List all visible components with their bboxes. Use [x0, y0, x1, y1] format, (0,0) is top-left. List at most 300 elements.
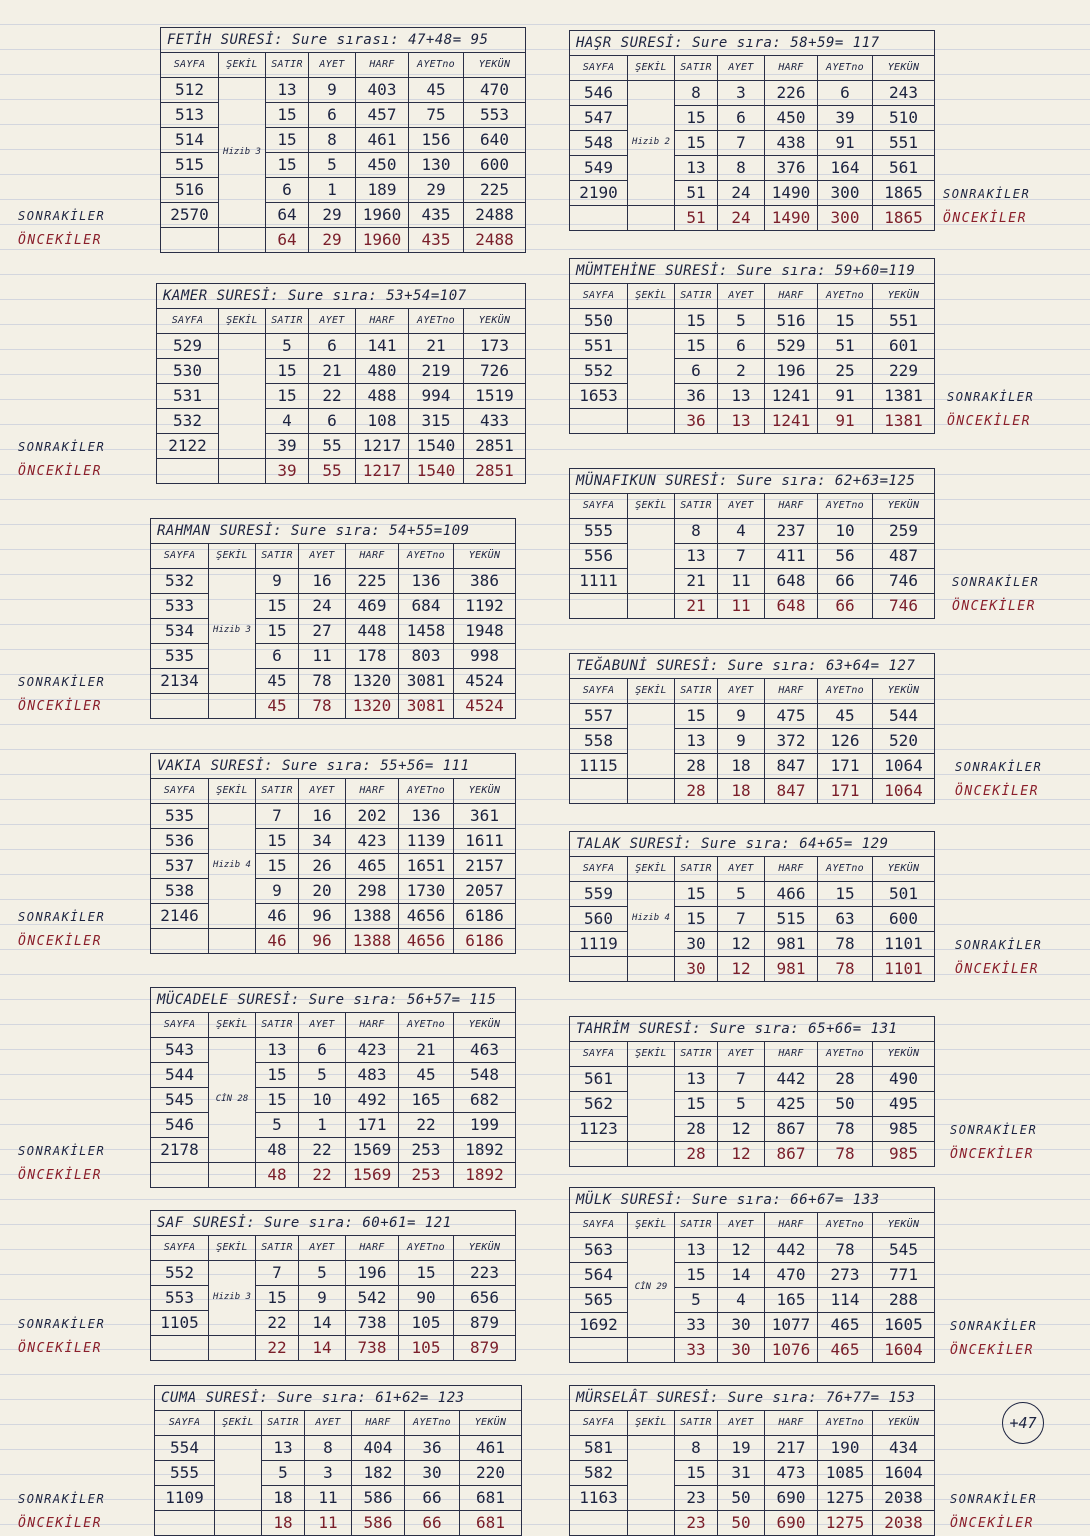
table-cell: 470 [464, 78, 526, 103]
table-cell: 8 [718, 156, 765, 181]
table-row [570, 81, 935, 106]
table-cell: 31 [718, 1461, 765, 1486]
table-row [157, 384, 526, 409]
column-header: AYET [299, 1236, 346, 1261]
column-header: AYET [299, 544, 346, 569]
next-total-cell: 29 [309, 203, 356, 228]
prev-total-cell: 64 [266, 228, 309, 253]
table-row [570, 1436, 935, 1461]
prev-total-cell: 681 [460, 1511, 522, 1536]
next-total-cell: 1275 [818, 1486, 873, 1511]
prev-total-cell: 1569 [346, 1163, 399, 1188]
column-header: YEKÜN [873, 857, 935, 882]
table-cell: 6 [309, 334, 356, 359]
next-total-cell: 1892 [454, 1138, 516, 1163]
table-cell: 217 [765, 1436, 818, 1461]
sekil-cell [209, 1038, 256, 1163]
table-cell: 8 [305, 1436, 352, 1461]
column-header: HARF [765, 857, 818, 882]
prev-total-cell: 55 [309, 459, 356, 484]
next-total-cell: 738 [346, 1311, 399, 1336]
prev-total-cell: 14 [299, 1336, 346, 1361]
prev-totals-row [151, 1163, 516, 1188]
table-cell: 601 [873, 334, 935, 359]
table-cell: 6 [718, 334, 765, 359]
table-cell: 529 [157, 334, 219, 359]
prev-total-cell [209, 1163, 256, 1188]
table-cell: 6 [818, 81, 873, 106]
prev-total-cell: 1865 [873, 206, 935, 231]
next-total-cell: 50 [718, 1486, 765, 1511]
prev-total-cell: 1320 [346, 694, 399, 719]
prev-total-cell: 11 [305, 1511, 352, 1536]
column-header: SATIR [675, 1042, 718, 1067]
surah-table-block [569, 831, 935, 982]
surah-table-block [150, 1210, 516, 1361]
column-header: ŞEKİL [209, 1013, 256, 1038]
column-header: HARF [356, 53, 409, 78]
prev-total-cell: 48 [256, 1163, 299, 1188]
prev-total-cell: 1381 [873, 409, 935, 434]
table-cell: 164 [818, 156, 873, 181]
next-total-cell: 435 [409, 203, 464, 228]
table-cell: 21 [309, 359, 356, 384]
column-header: AYETno [818, 1213, 873, 1238]
next-total-cell: 4524 [454, 669, 516, 694]
title-row [570, 1017, 935, 1042]
table-cell: 5 [718, 309, 765, 334]
prev-total-cell: 12 [718, 957, 765, 982]
prev-total-cell: 30 [675, 957, 718, 982]
table-cell: 22 [399, 1113, 454, 1138]
table-cell: 9 [299, 1286, 346, 1311]
next-total-cell: 22 [256, 1311, 299, 1336]
table-row [161, 153, 526, 178]
prev-total-cell [628, 957, 675, 982]
table-cell: 219 [409, 359, 464, 384]
table-cell: 13 [256, 1038, 299, 1063]
surah-table [569, 1385, 935, 1536]
table-cell: 531 [157, 384, 219, 409]
prev-total-cell: 1490 [765, 206, 818, 231]
table-row [570, 1238, 935, 1263]
prev-totals-label: ÖNCEKİLER [18, 464, 102, 479]
table-cell: 39 [818, 106, 873, 131]
prev-total-cell [570, 957, 628, 982]
prev-total-cell: 2038 [873, 1511, 935, 1536]
table-cell: 15 [266, 103, 309, 128]
next-totals-row [151, 904, 516, 929]
table-cell: 6 [266, 178, 309, 203]
next-totals-row [151, 1138, 516, 1163]
table-cell: 5 [718, 1092, 765, 1117]
table-cell: 78 [818, 1238, 873, 1263]
surah-table-block [569, 30, 935, 231]
prev-total-cell: 1241 [765, 409, 818, 434]
table-cell: 1458 [399, 619, 454, 644]
next-total-cell: 1119 [570, 932, 628, 957]
prev-total-cell [570, 779, 628, 804]
table-cell: 516 [765, 309, 818, 334]
title-row [570, 832, 935, 857]
table-cell: 6 [309, 409, 356, 434]
surah-table [569, 468, 935, 619]
table-cell: 45 [818, 704, 873, 729]
prev-total-cell: 50 [718, 1511, 765, 1536]
column-header: AYETno [409, 53, 464, 78]
column-header: YEKÜN [464, 309, 526, 334]
next-totals-label: SONRAKİLER [950, 1492, 1038, 1506]
next-totals-label: SONRAKİLER [18, 1317, 106, 1331]
column-header: AYETno [818, 494, 873, 519]
table-cell: 91 [818, 131, 873, 156]
table-cell: 126 [818, 729, 873, 754]
table-row [570, 1288, 935, 1313]
next-total-cell: 1241 [765, 384, 818, 409]
table-cell: 554 [155, 1436, 215, 1461]
prev-total-cell [570, 1511, 628, 1536]
next-totals-row [570, 932, 935, 957]
table-cell: 15 [256, 854, 299, 879]
column-header: HARF [765, 1213, 818, 1238]
table-row [151, 879, 516, 904]
table-cell: 457 [356, 103, 409, 128]
surah-table [150, 753, 516, 954]
prev-total-cell: 51 [675, 206, 718, 231]
next-total-cell: 1163 [570, 1486, 628, 1511]
next-total-cell: 30 [675, 932, 718, 957]
table-cell: 16 [299, 804, 346, 829]
column-header: HARF [346, 544, 399, 569]
surah-table [150, 1210, 516, 1361]
table-cell: 298 [346, 879, 399, 904]
table-row [151, 569, 516, 594]
column-header: SAYFA [151, 1013, 209, 1038]
column-header: YEKÜN [464, 53, 526, 78]
table-cell: 29 [409, 178, 464, 203]
table-cell: 473 [765, 1461, 818, 1486]
column-header: SAYFA [570, 1411, 628, 1436]
next-total-cell: 465 [818, 1313, 873, 1338]
table-cell: 30 [405, 1461, 460, 1486]
column-header: SAYFA [570, 56, 628, 81]
next-total-cell: 48 [256, 1138, 299, 1163]
table-cell: 565 [570, 1288, 628, 1313]
table-row [151, 829, 516, 854]
next-total-cell: 46 [256, 904, 299, 929]
column-header: ŞEKİL [209, 1236, 256, 1261]
surah-table [569, 1187, 935, 1363]
table-cell: 225 [464, 178, 526, 203]
table-cell: 6 [675, 359, 718, 384]
column-header: SAYFA [570, 857, 628, 882]
prev-totals-row [570, 957, 935, 982]
table-cell: 15 [675, 334, 718, 359]
next-total-cell: 681 [460, 1486, 522, 1511]
table-cell: 546 [570, 81, 628, 106]
table-cell: 8 [309, 128, 356, 153]
hizib-note: Hizib 2 [632, 137, 670, 148]
table-cell: 9 [718, 704, 765, 729]
table-cell: 448 [346, 619, 399, 644]
prev-totals-label: ÖNCEKİLER [18, 934, 102, 949]
table-cell: 450 [356, 153, 409, 178]
table-cell: 1611 [454, 829, 516, 854]
column-header: SATIR [256, 544, 299, 569]
sekil-cell [628, 1238, 675, 1338]
table-cell: 492 [346, 1088, 399, 1113]
table-row [161, 78, 526, 103]
column-header: YEKÜN [873, 284, 935, 309]
table-cell: 466 [765, 882, 818, 907]
next-total-cell: 1320 [346, 669, 399, 694]
table-cell: 141 [356, 334, 409, 359]
title-row [151, 519, 516, 544]
next-totals-label: SONRAKİLER [18, 675, 106, 689]
next-total-cell: 64 [266, 203, 309, 228]
table-cell: 404 [352, 1436, 405, 1461]
table-row [151, 644, 516, 669]
table-cell: 63 [818, 907, 873, 932]
table-cell: 51 [818, 334, 873, 359]
table-cell: 8 [675, 81, 718, 106]
header-row [570, 1042, 935, 1067]
prev-total-cell: 28 [675, 779, 718, 804]
table-cell: 9 [256, 569, 299, 594]
column-header: YEKÜN [454, 544, 516, 569]
table-cell: 529 [765, 334, 818, 359]
next-total-cell: 78 [818, 1117, 873, 1142]
next-total-cell: 1490 [765, 181, 818, 206]
table-cell: 13 [675, 1067, 718, 1092]
table-cell: 490 [873, 1067, 935, 1092]
table-cell: 28 [818, 1067, 873, 1092]
prev-total-cell [628, 1142, 675, 1167]
next-totals-label: SONRAKİLER [943, 187, 1031, 201]
column-header: YEKÜN [873, 1213, 935, 1238]
sekil-cell [628, 1067, 675, 1142]
prev-totals-label: ÖNCEKİLER [952, 599, 1036, 614]
surah-title: SAF SURESİ: Sure sıra: 60+61= 121 [151, 1211, 516, 1236]
table-cell: 15 [256, 1088, 299, 1113]
surah-table-block [154, 1385, 522, 1536]
title-row [570, 259, 935, 284]
column-header: SATIR [675, 284, 718, 309]
table-cell: 12 [718, 1238, 765, 1263]
table-cell: 544 [873, 704, 935, 729]
column-header: SATIR [256, 779, 299, 804]
surah-table [569, 30, 935, 231]
title-row [570, 654, 935, 679]
table-cell: 220 [460, 1461, 522, 1486]
prev-totals-label: ÖNCEKİLER [18, 1168, 102, 1183]
title-row [570, 1386, 935, 1411]
column-header: AYET [718, 857, 765, 882]
prev-total-cell: 66 [405, 1511, 460, 1536]
table-cell: 6 [309, 103, 356, 128]
table-cell: 223 [454, 1261, 516, 1286]
next-total-cell: 648 [765, 569, 818, 594]
prev-totals-row [161, 228, 526, 253]
table-cell: 530 [157, 359, 219, 384]
table-row [570, 359, 935, 384]
table-cell: 50 [818, 1092, 873, 1117]
column-header: AYET [309, 309, 356, 334]
column-header: YEKÜN [873, 1042, 935, 1067]
column-header: ŞEKİL [628, 56, 675, 81]
table-cell: 15 [399, 1261, 454, 1286]
table-cell: 165 [765, 1288, 818, 1313]
prev-totals-label: ÖNCEKİLER [18, 1516, 102, 1531]
prev-total-cell [628, 779, 675, 804]
table-cell: 442 [765, 1238, 818, 1263]
table-cell: 171 [346, 1113, 399, 1138]
table-cell: 3 [718, 81, 765, 106]
column-header: AYET [718, 284, 765, 309]
table-cell: 15 [266, 359, 309, 384]
table-cell: 376 [765, 156, 818, 181]
next-total-cell: 39 [266, 434, 309, 459]
column-header: YEKÜN [454, 1013, 516, 1038]
column-header: HARF [356, 309, 409, 334]
column-header: SAYFA [570, 494, 628, 519]
next-total-cell: 23 [675, 1486, 718, 1511]
surah-title: VAKIA SURESİ: Sure sıra: 55+56= 111 [151, 754, 516, 779]
table-cell: 45 [399, 1063, 454, 1088]
table-cell: 1 [309, 178, 356, 203]
next-total-cell: 1111 [570, 569, 628, 594]
prev-totals-label: ÖNCEKİLER [955, 784, 1039, 799]
table-cell: 423 [346, 1038, 399, 1063]
prev-total-cell [570, 206, 628, 231]
hizib-note: Hizib 4 [632, 913, 670, 924]
prev-totals-row [570, 1142, 935, 1167]
table-row [151, 1063, 516, 1088]
next-total-cell: 1865 [873, 181, 935, 206]
next-totals-label: SONRAKİLER [18, 209, 106, 223]
table-cell: 156 [409, 128, 464, 153]
next-total-cell: 14 [299, 1311, 346, 1336]
table-row [151, 619, 516, 644]
hizib-note: Hizib 3 [223, 146, 261, 157]
prev-total-cell: 465 [818, 1338, 873, 1363]
surah-title: MÜRSELÂT SURESİ: Sure sıra: 76+77= 153 [570, 1386, 935, 1411]
next-total-cell: 1064 [873, 754, 935, 779]
table-cell: 15 [256, 619, 299, 644]
table-cell: 9 [309, 78, 356, 103]
prev-total-cell [628, 594, 675, 619]
table-row [570, 882, 935, 907]
next-total-cell: 11 [718, 569, 765, 594]
table-row [151, 1261, 516, 1286]
table-cell: 1192 [454, 594, 516, 619]
table-row [570, 334, 935, 359]
next-totals-label: SONRAKİLER [947, 390, 1035, 404]
column-header: AYET [299, 1013, 346, 1038]
next-total-cell: 33 [675, 1313, 718, 1338]
column-header: AYETno [818, 56, 873, 81]
next-total-cell: 12 [718, 932, 765, 957]
column-header: YEKÜN [460, 1411, 522, 1436]
table-cell: 561 [873, 156, 935, 181]
table-row [161, 103, 526, 128]
next-total-cell: 51 [675, 181, 718, 206]
surah-title: RAHMAN SURESİ: Sure sıra: 54+55=109 [151, 519, 516, 544]
next-totals-row [151, 669, 516, 694]
surah-table-block [150, 987, 516, 1188]
prev-total-cell: 253 [399, 1163, 454, 1188]
surah-title: TAHRİM SURESİ: Sure sıra: 65+66= 131 [570, 1017, 935, 1042]
column-header: YEKÜN [873, 1411, 935, 1436]
table-cell: 114 [818, 1288, 873, 1313]
table-cell: 535 [151, 804, 209, 829]
table-cell: 8 [675, 519, 718, 544]
title-row [151, 988, 516, 1013]
next-total-cell: 1217 [356, 434, 409, 459]
table-cell: 475 [765, 704, 818, 729]
table-cell: 461 [356, 128, 409, 153]
table-cell: 543 [151, 1038, 209, 1063]
table-cell: 532 [157, 409, 219, 434]
header-row [155, 1411, 522, 1436]
table-cell: 5 [675, 1288, 718, 1313]
surah-table [569, 653, 935, 804]
table-cell: 10 [299, 1088, 346, 1113]
table-cell: 130 [409, 153, 464, 178]
table-cell: 6 [256, 644, 299, 669]
prev-total-cell: 1076 [765, 1338, 818, 1363]
table-cell: 534 [151, 619, 209, 644]
table-cell: 136 [399, 804, 454, 829]
prev-total-cell [215, 1511, 262, 1536]
prev-total-cell: 105 [399, 1336, 454, 1361]
table-cell: 7 [718, 544, 765, 569]
table-cell: 551 [570, 334, 628, 359]
table-cell: 423 [346, 829, 399, 854]
prev-total-cell [628, 1338, 675, 1363]
table-cell: 600 [873, 907, 935, 932]
column-header: HARF [346, 779, 399, 804]
column-header: SAYFA [570, 679, 628, 704]
column-header: AYET [309, 53, 356, 78]
table-cell: 90 [399, 1286, 454, 1311]
prev-total-cell [570, 1142, 628, 1167]
prev-total-cell: 879 [454, 1336, 516, 1361]
next-total-cell: 66 [818, 569, 873, 594]
table-cell: 450 [765, 106, 818, 131]
table-cell: 488 [356, 384, 409, 409]
table-cell: 5 [256, 1113, 299, 1138]
table-cell: 5 [718, 882, 765, 907]
table-cell: 13 [262, 1436, 305, 1461]
surah-table [569, 1016, 935, 1167]
next-total-cell: 1115 [570, 754, 628, 779]
prev-totals-label: ÖNCEKİLER [947, 414, 1031, 429]
table-cell: 548 [454, 1063, 516, 1088]
prev-total-cell [155, 1511, 215, 1536]
table-cell: 15 [675, 106, 718, 131]
next-total-cell: 2851 [464, 434, 526, 459]
sekil-cell [628, 704, 675, 779]
table-cell: 6 [718, 106, 765, 131]
title-row [151, 1211, 516, 1236]
table-cell: 1730 [399, 879, 454, 904]
prev-total-cell [151, 929, 209, 954]
next-total-cell: 1540 [409, 434, 464, 459]
prev-total-cell: 738 [346, 1336, 399, 1361]
next-total-cell: 867 [765, 1117, 818, 1142]
header-row [151, 1236, 516, 1261]
